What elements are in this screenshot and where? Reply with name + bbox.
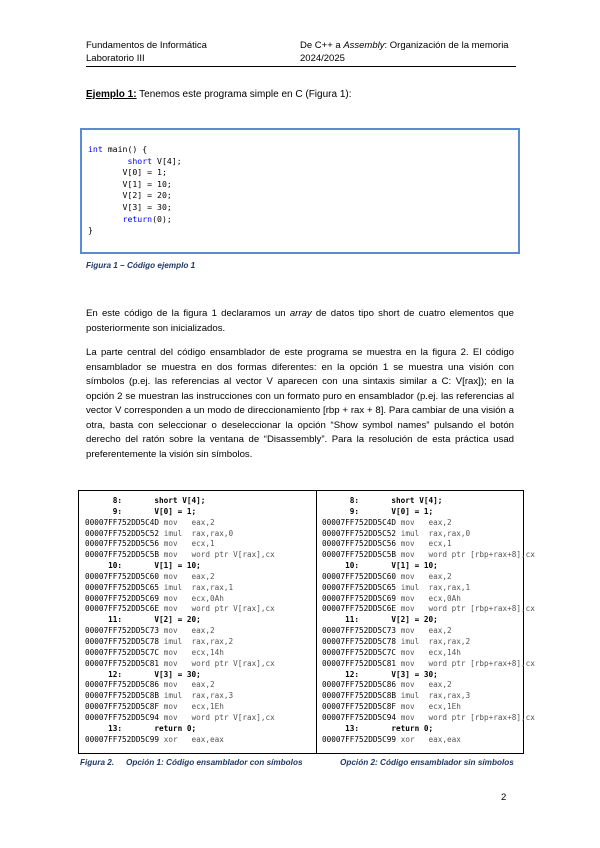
header-topic bbox=[300, 39, 509, 52]
instruction-address: 00007FF752DD5C78 bbox=[322, 636, 397, 646]
instruction-operands: ecx,0Ah bbox=[428, 593, 461, 603]
instruction-mnemonic: imul bbox=[159, 528, 192, 538]
instruction-operands: eax,2 bbox=[428, 517, 452, 527]
instruction-line bbox=[322, 539, 544, 550]
instruction-mnemonic: mov bbox=[159, 539, 192, 549]
instruction-line bbox=[85, 550, 307, 561]
instruction-operands: ecx,14h bbox=[191, 647, 224, 657]
instruction-line bbox=[85, 518, 307, 529]
instruction-mnemonic: imul bbox=[396, 691, 429, 701]
instruction-address: 00007FF752DD5C86 bbox=[322, 680, 397, 690]
instruction-mnemonic: mov bbox=[396, 702, 429, 712]
source-line: 9: V[0] = 1; bbox=[85, 506, 197, 516]
instruction-line bbox=[85, 583, 307, 594]
code-keyword: int bbox=[88, 144, 103, 154]
instruction-address: 00007FF752DD5C65 bbox=[322, 582, 397, 592]
instruction-mnemonic: mov bbox=[396, 647, 429, 657]
instruction-mnemonic: mov bbox=[159, 604, 192, 614]
instruction-mnemonic: mov bbox=[159, 593, 192, 603]
paragraph-1-b: de datos tipo short de cuatro elementos que posteriormente son inicializados. bbox=[86, 308, 514, 334]
header-left bbox=[86, 39, 207, 65]
code-box bbox=[80, 128, 520, 254]
paragraph-1-array: array bbox=[289, 308, 312, 319]
instruction-line bbox=[322, 713, 544, 724]
instruction-operands: word ptr [rbp+rax+8],cx bbox=[428, 604, 535, 614]
instruction-mnemonic: mov bbox=[396, 626, 429, 636]
instruction-mnemonic: mov bbox=[159, 517, 192, 527]
instruction-mnemonic: mov bbox=[396, 517, 429, 527]
instruction-line bbox=[322, 648, 544, 659]
code-text: main() { bbox=[102, 144, 148, 154]
instruction-mnemonic: mov bbox=[396, 539, 429, 549]
paragraph-1-a: En este código de la figura 1 declaramos un bbox=[86, 308, 290, 319]
source-line: 12: V[3] = 30; bbox=[85, 669, 201, 679]
instruction-address: 00007FF752DD5C5B bbox=[85, 550, 160, 560]
assembly-column-divider bbox=[316, 491, 317, 753]
instruction-address: 00007FF752DD5C73 bbox=[322, 626, 397, 636]
source-line: 11: V[2] = 20; bbox=[85, 615, 201, 625]
instruction-operands: ecx,1Eh bbox=[428, 702, 461, 712]
instruction-line bbox=[322, 735, 544, 746]
instruction-line bbox=[85, 659, 307, 670]
instruction-line bbox=[85, 680, 307, 691]
instruction-address: 00007FF752DD5C4D bbox=[322, 517, 397, 527]
header-topic-c: : Organización de la memoria bbox=[384, 40, 509, 51]
instruction-mnemonic: mov bbox=[396, 712, 429, 722]
instruction-mnemonic: mov bbox=[159, 680, 192, 690]
instruction-mnemonic: imul bbox=[396, 636, 429, 646]
instruction-operands: ecx,1 bbox=[428, 539, 452, 549]
instruction-line bbox=[85, 604, 307, 615]
instruction-address: 00007FF752DD5C52 bbox=[322, 528, 397, 538]
instruction-line bbox=[322, 583, 544, 594]
source-line: 10: V[1] = 10; bbox=[85, 561, 201, 571]
code-text: V[1] = 10; bbox=[122, 178, 172, 189]
instruction-address: 00007FF752DD5C7C bbox=[322, 647, 397, 657]
header-topic-assembly: Assembly bbox=[343, 40, 385, 51]
instruction-address: 00007FF752DD5C4D bbox=[85, 517, 160, 527]
instruction-line bbox=[322, 659, 544, 670]
instruction-address: 00007FF752DD5C94 bbox=[85, 712, 160, 722]
example-label: Ejemplo 1: bbox=[86, 89, 137, 100]
instruction-mnemonic: mov bbox=[396, 571, 429, 581]
instruction-mnemonic: imul bbox=[396, 528, 429, 538]
instruction-mnemonic: imul bbox=[396, 582, 429, 592]
header-lab: Laboratorio III bbox=[86, 53, 145, 64]
instruction-address: 00007FF752DD5C56 bbox=[322, 539, 397, 549]
instruction-address: 00007FF752DD5C99 bbox=[85, 734, 160, 744]
instruction-mnemonic: imul bbox=[159, 691, 192, 701]
code-text: V[0] = 1; bbox=[122, 167, 167, 178]
instruction-address: 00007FF752DD5C8F bbox=[85, 702, 160, 712]
instruction-line bbox=[85, 572, 307, 583]
instruction-line bbox=[322, 572, 544, 583]
instruction-mnemonic: mov bbox=[159, 702, 192, 712]
instruction-mnemonic: mov bbox=[396, 658, 429, 668]
code-text: (0); bbox=[152, 213, 172, 224]
instruction-address: 00007FF752DD5C65 bbox=[85, 582, 160, 592]
instruction-line bbox=[85, 713, 307, 724]
instruction-mnemonic: mov bbox=[396, 680, 429, 690]
instruction-operands: rax,rax,1 bbox=[191, 582, 234, 592]
source-line: 13: return 0; bbox=[85, 723, 197, 733]
header-year: 2024/2025 bbox=[300, 53, 345, 64]
instruction-address: 00007FF752DD5C60 bbox=[322, 571, 397, 581]
instruction-address: 00007FF752DD5C7C bbox=[85, 647, 160, 657]
instruction-address: 00007FF752DD5C56 bbox=[85, 539, 160, 549]
instruction-operands: eax,2 bbox=[428, 626, 452, 636]
instruction-line bbox=[322, 518, 544, 529]
instruction-mnemonic: mov bbox=[396, 604, 429, 614]
instruction-address: 00007FF752DD5C81 bbox=[322, 658, 397, 668]
instruction-address: 00007FF752DD5C73 bbox=[85, 626, 160, 636]
instruction-address: 00007FF752DD5C81 bbox=[85, 658, 160, 668]
instruction-address: 00007FF752DD5C69 bbox=[322, 593, 397, 603]
instruction-address: 00007FF752DD5C8F bbox=[322, 702, 397, 712]
code-line bbox=[88, 179, 182, 191]
instruction-operands: eax,2 bbox=[191, 571, 215, 581]
instruction-line bbox=[322, 529, 544, 540]
instruction-operands: eax,2 bbox=[191, 626, 215, 636]
instruction-address: 00007FF752DD5C86 bbox=[85, 680, 160, 690]
code-keyword: return bbox=[122, 213, 153, 224]
header-course: Fundamentos de Informática bbox=[86, 40, 207, 51]
instruction-operands: ecx,0Ah bbox=[191, 593, 224, 603]
figure2-right-caption: Opción 2: Código ensamblador sin símbolos bbox=[340, 758, 514, 767]
instruction-operands: eax,2 bbox=[191, 680, 215, 690]
instruction-address: 00007FF752DD5C69 bbox=[85, 593, 160, 603]
instruction-address: 00007FF752DD5C8B bbox=[85, 691, 160, 701]
instruction-address: 00007FF752DD5C6E bbox=[322, 604, 397, 614]
code-line bbox=[88, 190, 182, 202]
instruction-operands: ecx,14h bbox=[428, 647, 461, 657]
example-heading bbox=[86, 89, 352, 100]
source-line: 13: return 0; bbox=[322, 723, 434, 733]
instruction-line bbox=[322, 691, 544, 702]
assembly-table bbox=[78, 490, 535, 754]
instruction-line bbox=[322, 626, 544, 637]
instruction-operands: word ptr V[rax],cx bbox=[191, 658, 275, 668]
example-text: Tenemos este programa simple en C (Figura 1): bbox=[136, 89, 352, 100]
instruction-address: 00007FF752DD5C94 bbox=[322, 712, 397, 722]
source-line: 10: V[1] = 10; bbox=[322, 561, 438, 571]
instruction-line bbox=[322, 637, 544, 648]
instruction-mnemonic: mov bbox=[159, 647, 192, 657]
instruction-operands: rax,rax,1 bbox=[428, 582, 471, 592]
code-line bbox=[88, 214, 182, 226]
instruction-operands: rax,rax,0 bbox=[191, 528, 234, 538]
paragraph-2: La parte central del código ensamblador de este programa se muestra en la figura 2. El código ensamblador se muestra en dos formas diferentes: en la opción 1 se muestra una visión con símbolos (p.ej. las referencias al vector V aparecen con una sintaxis similar a C: V[rax]); en la opción 2 se muestran las instrucciones con un formato puro en ensamblador (p.ej. las referencias al vector V corresponden a un modo de direccionamiento [rbp + rax + 8]. Para cambiar de una visión a otra, basta con seleccionar o deseleccionar la opción “Show symbol names” pulsando el botón derecho del ratón sobre la ventana de “Disassembly”. Para la resolución de esta práctica usad preferentemente la visión sin símbolos. bbox=[86, 347, 514, 460]
instruction-operands: ecx,1 bbox=[191, 539, 215, 549]
instruction-mnemonic: imul bbox=[159, 636, 192, 646]
page-number: 2 bbox=[501, 792, 507, 803]
instruction-address: 00007FF752DD5C5B bbox=[322, 550, 397, 560]
instruction-operands: word ptr [rbp+rax+8],cx bbox=[428, 550, 535, 560]
source-line: 11: V[2] = 20; bbox=[322, 615, 438, 625]
header-topic-a: De C++ a bbox=[300, 40, 344, 51]
instruction-line bbox=[85, 735, 307, 746]
code-text: V[3] = 30; bbox=[122, 201, 172, 212]
instruction-line bbox=[322, 604, 544, 615]
instruction-line bbox=[322, 550, 544, 561]
instruction-address: 00007FF752DD5C60 bbox=[85, 571, 160, 581]
code-text: V[4]; bbox=[152, 155, 182, 166]
instruction-line bbox=[85, 539, 307, 550]
code-line bbox=[88, 225, 182, 237]
instruction-mnemonic: mov bbox=[159, 550, 192, 560]
instruction-operands: eax,2 bbox=[428, 680, 452, 690]
instruction-operands: word ptr V[rax],cx bbox=[191, 604, 275, 614]
instruction-operands: eax,2 bbox=[191, 517, 215, 527]
instruction-operands: rax,rax,2 bbox=[191, 636, 234, 646]
instruction-line bbox=[85, 691, 307, 702]
source-line: 8: short V[4]; bbox=[85, 496, 206, 505]
code-line bbox=[88, 202, 182, 214]
instruction-operands: rax,rax,2 bbox=[428, 636, 471, 646]
code-listing bbox=[88, 144, 182, 237]
source-line: 9: V[0] = 1; bbox=[322, 506, 434, 516]
instruction-mnemonic: mov bbox=[159, 571, 192, 581]
assembly-with-symbols bbox=[85, 496, 307, 758]
assembly-without-symbols bbox=[322, 496, 544, 758]
instruction-mnemonic: mov bbox=[159, 658, 192, 668]
instruction-operands: rax,rax,3 bbox=[191, 691, 234, 701]
instruction-address: 00007FF752DD5C8B bbox=[322, 691, 397, 701]
instruction-address: 00007FF752DD5C52 bbox=[85, 528, 160, 538]
figure2-label: Figura 2. bbox=[80, 758, 115, 767]
instruction-operands: eax,2 bbox=[428, 571, 452, 581]
instruction-mnemonic: xor bbox=[396, 734, 429, 744]
header-divider bbox=[86, 66, 516, 67]
figure2-left-caption: Opción 1: Código ensamblador con símbolos bbox=[126, 758, 303, 767]
instruction-address: 00007FF752DD5C6E bbox=[85, 604, 160, 614]
instruction-line bbox=[85, 637, 307, 648]
source-line: 12: V[3] = 30; bbox=[322, 669, 438, 679]
instruction-operands: rax,rax,0 bbox=[428, 528, 471, 538]
instruction-line bbox=[85, 648, 307, 659]
instruction-line bbox=[85, 626, 307, 637]
instruction-operands: word ptr [rbp+rax+8],cx bbox=[428, 658, 535, 668]
instruction-line bbox=[85, 702, 307, 713]
instruction-line bbox=[322, 680, 544, 691]
instruction-operands: word ptr V[rax],cx bbox=[191, 712, 275, 722]
instruction-line bbox=[322, 702, 544, 713]
instruction-operands: eax,eax bbox=[191, 734, 224, 744]
instruction-mnemonic: mov bbox=[159, 626, 192, 636]
instruction-address: 00007FF752DD5C78 bbox=[85, 636, 160, 646]
code-line bbox=[88, 144, 182, 156]
instruction-mnemonic: mov bbox=[396, 550, 429, 560]
instruction-operands: word ptr [rbp+rax+8],cx bbox=[428, 712, 535, 722]
instruction-operands: rax,rax,3 bbox=[428, 691, 471, 701]
code-keyword: short bbox=[127, 155, 153, 166]
instruction-line bbox=[322, 594, 544, 605]
instruction-line bbox=[85, 594, 307, 605]
figure1-caption: Figura 1 – Código ejemplo 1 bbox=[86, 261, 196, 270]
source-line: 8: short V[4]; bbox=[322, 496, 443, 505]
instruction-mnemonic: mov bbox=[396, 593, 429, 603]
instruction-operands: ecx,1Eh bbox=[191, 702, 224, 712]
instruction-address: 00007FF752DD5C99 bbox=[322, 734, 397, 744]
instruction-operands: word ptr V[rax],cx bbox=[191, 550, 275, 560]
code-text: } bbox=[88, 225, 93, 236]
code-line bbox=[88, 167, 182, 179]
header-right bbox=[300, 39, 509, 65]
instruction-mnemonic: mov bbox=[159, 712, 192, 722]
instruction-mnemonic: xor bbox=[159, 734, 192, 744]
paragraph-1 bbox=[86, 307, 514, 336]
code-line bbox=[88, 156, 182, 168]
code-text: V[2] = 20; bbox=[122, 190, 172, 201]
instruction-operands: eax,eax bbox=[428, 734, 461, 744]
instruction-line bbox=[85, 529, 307, 540]
instruction-mnemonic: imul bbox=[159, 582, 192, 592]
